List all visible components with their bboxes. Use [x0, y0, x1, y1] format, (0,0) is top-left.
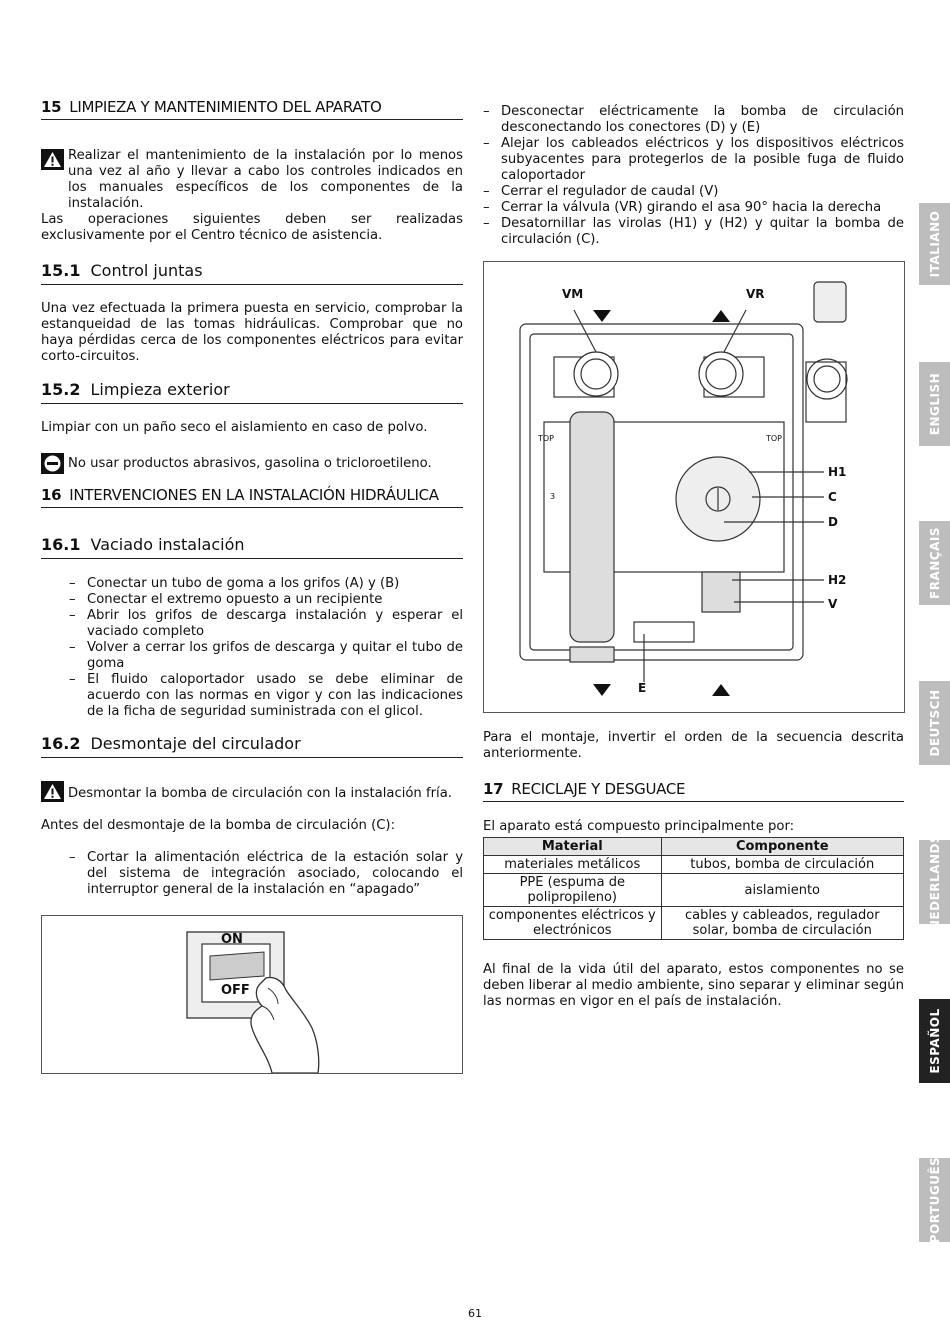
- list-item: – Cortar la alimentación eléctrica de la estación solar y del sistema de integración asociado, colocando el interruptor general de la instalación en “apagado”: [41, 850, 463, 898]
- paragraph: Antes del desmontaje de la bomba de circulación (C):: [41, 818, 396, 833]
- left-column: [41, 98, 463, 1074]
- table-cell: cables y cableados, regulador solar, bomba de circulación: [661, 907, 903, 940]
- label-d: D: [828, 515, 838, 529]
- label-vm: VM: [562, 287, 584, 301]
- section-title: RECICLAJE Y DESGUACE: [511, 780, 686, 798]
- list-item: – Desatornillar las virolas (H1) y (H2) y quitar la bomba de circulación (C).: [483, 216, 904, 248]
- section-number: 16: [41, 486, 62, 504]
- warning-icon: [41, 149, 64, 170]
- section-number: 16.1: [41, 535, 81, 554]
- tab-english[interactable]: [919, 362, 950, 446]
- table-cell: materiales metálicos: [484, 856, 662, 874]
- section-title: INTERVENCIONES EN LA INSTALACIÓN HIDRÁULICA: [69, 486, 439, 504]
- section-17-heading: [483, 780, 904, 802]
- switch-on-label: ON: [221, 932, 243, 947]
- warning-icon: [41, 781, 64, 802]
- table-header-row: [484, 838, 904, 856]
- paragraph: El aparato está compuesto principalmente por:: [483, 819, 795, 834]
- section-16-1-heading: [41, 535, 463, 559]
- paragraph: Una vez efectuada la primera puesta en servicio, comprobar la estanqueidad de las tomas hidráulicas. Comprobar que no haya pérdidas cerca de los componentes eléctricos para evitar corto-circuitos.: [41, 301, 463, 364]
- tab-italiano[interactable]: [919, 203, 950, 285]
- list-item: – El fluido caloportador usado se debe eliminar de acuerdo con las normas en vigor y con las indicaciones de la ficha de seguridad suministrada con el glicol.: [41, 672, 463, 720]
- paragraph: Limpiar con un paño seco el aislamiento en caso de polvo.: [41, 420, 428, 435]
- section-16-heading: [41, 486, 463, 508]
- label-h2: H2: [828, 573, 847, 587]
- table-header: Componente: [661, 838, 903, 856]
- section-15-1-heading: [41, 261, 463, 285]
- paragraph: Al final de la vida útil del aparato, estos componentes no se deben liberar al medio ambiente, sino separar y eliminar según las normas en vigor en el país de instalación.: [483, 962, 904, 1009]
- paragraph: Las operaciones siguientes deben ser realizadas exclusivamente por el Centro técnico de asistencia.: [41, 212, 463, 243]
- label-top-right: TOP: [766, 434, 783, 443]
- list-item: – Conectar un tubo de goma a los grifos (A) y (B): [41, 576, 463, 592]
- drain-steps-list: [41, 576, 463, 720]
- tab-label: DEUTSCH: [927, 689, 942, 757]
- section-title: Vaciado instalación: [90, 535, 245, 554]
- table-row: [484, 874, 904, 907]
- table-cell: aislamiento: [661, 874, 903, 907]
- right-column: [483, 104, 904, 1010]
- prohibition-text: No usar productos abrasivos, gasolina o tricloroetileno.: [68, 456, 432, 471]
- section-number: 17: [483, 780, 504, 798]
- section-number: 15: [41, 98, 62, 116]
- list-item: – Volver a cerrar los grifos de descarga y quitar el tubo de goma: [41, 640, 463, 672]
- tab-label: ESPAÑOL: [927, 1008, 942, 1074]
- page-number: 61: [468, 1307, 482, 1320]
- switch-off-illustration: [42, 916, 462, 1073]
- list-item: – Abrir los grifos de descarga instalación y esperar el vaciado completo: [41, 608, 463, 640]
- tab-deutsch[interactable]: [919, 681, 950, 765]
- pump-station-diagram: [483, 261, 905, 713]
- table-cell: componentes eléctricos y electrónicos: [484, 907, 662, 940]
- table-header: Material: [484, 838, 662, 856]
- label-e: E: [638, 681, 647, 695]
- section-number: 15.1: [41, 261, 81, 280]
- label-3: 3: [550, 492, 556, 501]
- table-cell: tubos, bomba de circulación: [661, 856, 903, 874]
- section-16-2-heading: [41, 734, 463, 758]
- prohibition-note: [41, 452, 463, 472]
- switch-off-label: OFF: [221, 983, 250, 998]
- disassembly-steps-list: [483, 104, 904, 248]
- table-cell: PPE (espuma de polipropileno): [484, 874, 662, 907]
- section-title: Limpieza exterior: [90, 380, 230, 399]
- tab-label: FRANÇAIS: [927, 527, 942, 599]
- tab-label: ITALIANO: [927, 210, 942, 278]
- section-15-heading: [41, 98, 463, 120]
- tab-nederlands[interactable]: [919, 833, 950, 931]
- list-item: – Alejar los cableados eléctricos y los dispositivos eléctricos subyacentes para protegerlos de la posible fuga de fluido caloportador: [483, 136, 904, 184]
- switch-illustration: [41, 915, 463, 1074]
- tab-label: ENGLISH: [927, 372, 942, 436]
- tab-portugues[interactable]: [919, 1158, 950, 1242]
- list-item: – Cerrar la válvula (VR) girando el asa 90° hacia la derecha: [483, 200, 904, 216]
- label-v: V: [828, 597, 838, 611]
- label-c: C: [828, 490, 837, 504]
- label-h1: H1: [828, 465, 847, 479]
- warning-text: Desmontar la bomba de circulación con la instalación fría.: [68, 786, 452, 801]
- table-row: [484, 907, 904, 940]
- section-number: 15.2: [41, 380, 81, 399]
- label-vr: VR: [746, 287, 765, 301]
- label-top-left: TOP: [538, 434, 555, 443]
- warning-note: [41, 148, 463, 212]
- tab-label: NEDERLANDS: [927, 833, 942, 931]
- tab-francais[interactable]: [919, 521, 950, 605]
- warning-text: Realizar el mantenimiento de la instalación por lo menos una vez al año y llevar a cabo los controles indicados en los manuales específicos de los componentes de la instalación.: [68, 148, 463, 211]
- materials-table: [483, 837, 904, 940]
- section-number: 16.2: [41, 734, 81, 753]
- list-item: – Desconectar eléctricamente la bomba de circulación desconectando los conectores (D) y (E): [483, 104, 904, 136]
- warning-note: [41, 780, 463, 802]
- section-title: Control juntas: [90, 261, 203, 280]
- list-item: – Cerrar el regulador de caudal (V): [483, 184, 904, 200]
- section-15-2-heading: [41, 380, 463, 404]
- tab-espanol[interactable]: [919, 999, 950, 1083]
- list-item: – Conectar el extremo opuesto a un recipiente: [41, 592, 463, 608]
- table-row: [484, 856, 904, 874]
- prohibition-icon: [41, 453, 64, 474]
- section-title: LIMPIEZA Y MANTENIMIENTO DEL APARATO: [69, 98, 382, 116]
- disassembly-list: [41, 850, 463, 898]
- tab-label: PORTUGUÊS: [927, 1156, 942, 1244]
- pump-station-drawing: [484, 262, 904, 712]
- section-title: Desmontaje del circulador: [90, 734, 301, 753]
- paragraph: Para el montaje, invertir el orden de la secuencia descrita anteriormente.: [483, 730, 904, 761]
